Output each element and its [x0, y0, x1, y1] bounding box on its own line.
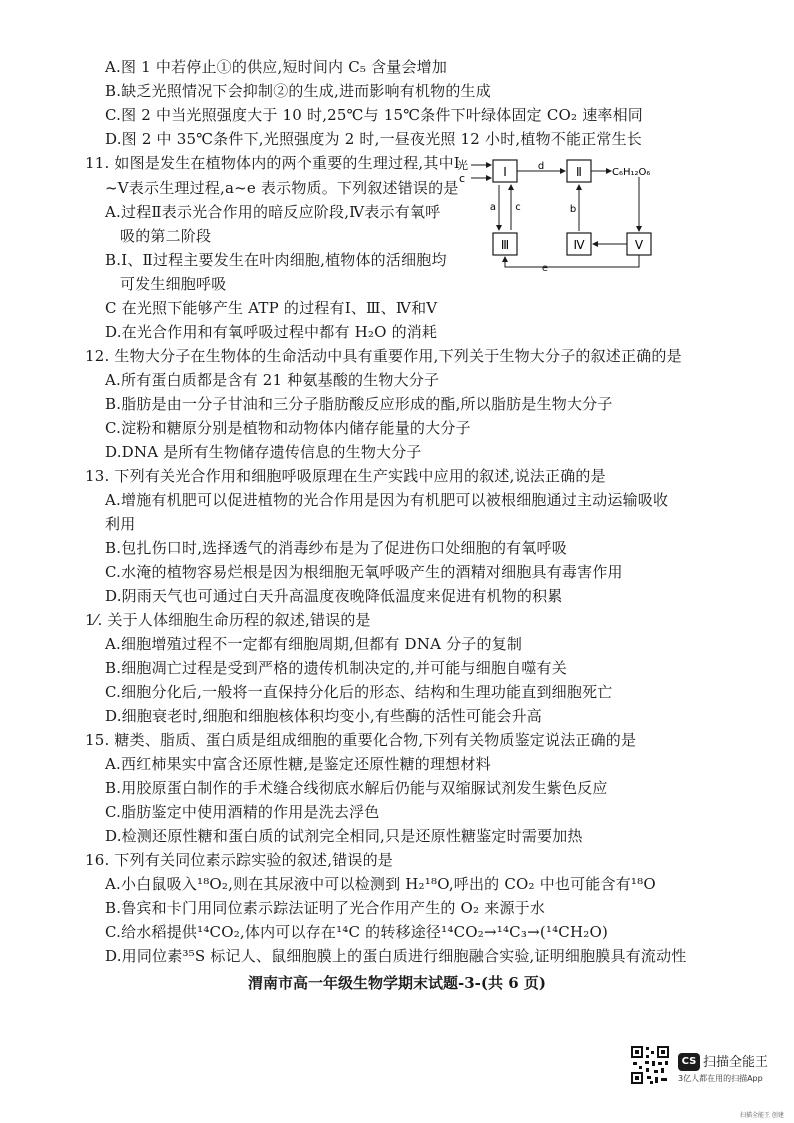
q11-stem-line1: 11. 如图是发生在植物体内的两个重要的生理过程,其中Ⅰ: [85, 154, 460, 172]
box-process-5-label: Ⅴ: [634, 238, 644, 252]
qr-code-icon: [630, 1045, 670, 1085]
q14-option-c: C.细胞分化后,一般将一直保持分化后的形态、结构和生理功能直到细胞死亡: [105, 683, 613, 701]
process-diagram: [455, 155, 670, 275]
label-a: a: [489, 202, 497, 213]
label-d: d: [537, 161, 545, 172]
q12-option-d: D.DNA 是所有生物储存遗传信息的生物大分子: [105, 443, 422, 461]
q14-option-b: B.细胞凋亡过程是受到严格的遗传机制决定的,并可能与细胞自噬有关: [105, 659, 567, 677]
box-process-4-label: Ⅳ: [573, 238, 585, 252]
q10-option-b: B.缺乏光照情况下会抑制②的生成,进而影响有机物的生成: [105, 82, 491, 100]
camscanner-logo: CS: [678, 1053, 700, 1071]
q11-option-a-line2: 吸的第二阶段: [120, 227, 212, 245]
q11-option-a-line1: A.过程Ⅱ表示光合作用的暗反应阶段,Ⅳ表示有氧呼: [105, 203, 441, 221]
q13-option-a-line2: 利用: [105, 515, 136, 533]
product-label: C₆H₁₂O₆: [612, 167, 651, 178]
q11-option-c: C 在光照下能够产生 ATP 的过程有Ⅰ、Ⅲ、Ⅳ和Ⅴ: [105, 299, 438, 317]
q12-stem: 12. 生物大分子在生物体的生命活动中具有重要作用,下列关于生物大分子的叙述正确的是: [85, 347, 682, 365]
q13-option-d: D.阴雨天气也可通过白天升高温度夜晚降低温度来促进有机物的积累: [105, 587, 563, 605]
q15-option-a: A.西红柿果实中富含还原性糖,是鉴定还原性糖的理想材料: [105, 755, 491, 773]
q12-option-a: A.所有蛋白质都是含有 21 种氨基酸的生物大分子: [105, 371, 440, 389]
q11-option-b-line2: 可发生细胞呼吸: [120, 275, 227, 293]
q14-stem: 1⁄. 关于人体细胞生命历程的叙述,错误的是: [85, 611, 371, 629]
scanner-brand-name: 扫描全能王: [703, 1055, 769, 1070]
q16-stem: 16. 下列有关同位素示踪实验的叙述,错误的是: [85, 851, 393, 869]
box-process-2-label: Ⅱ: [576, 165, 582, 179]
label-c: c: [515, 202, 521, 213]
q11-option-d: D.在光合作用和有氧呼吸过程中都有 H₂O 的消耗: [105, 323, 438, 341]
scanner-watermark: [630, 1045, 790, 1105]
label-e: e: [541, 263, 549, 274]
box-process-3-label: Ⅲ: [500, 238, 510, 252]
q12-option-b: B.脂肪是由一分子甘油和三分子脂肪酸反应形成的酯,所以脂肪是生物大分子: [105, 395, 613, 413]
q16-option-c: C.给水稻提供¹⁴CO₂,体内可以存在¹⁴C 的转移途径¹⁴CO₂→¹⁴C₃→(¹⁴CH₂O): [105, 923, 609, 941]
diagram-c-input-label: c: [459, 172, 466, 185]
q10-option-a: A.图 1 中若停止①的供应,短时间内 C₅ 含量会增加: [105, 58, 448, 76]
q14-option-d: D.细胞衰老时,细胞和细胞核体积均变小,有些酶的活性可能会升高: [105, 707, 542, 725]
label-b: b: [569, 204, 577, 215]
q10-option-c: C.图 2 中当光照强度大于 10 时,25℃与 15℃条件下叶绿体固定 CO₂ 速率相同: [105, 106, 644, 124]
box-process-1-label: Ⅰ: [503, 165, 507, 179]
q16-option-b: B.鲁宾和卡门用同位素示踪法证明了光合作用产生的 O₂ 来源于水: [105, 899, 546, 917]
q15-option-b: B.用胶原蛋白制作的手术缝合线彻底水解后仍能与双缩脲试剂发生紫色反应: [105, 779, 608, 797]
q11-stem-line2: ~Ⅴ表示生理过程,a~e 表示物质。下列叙述错误的是: [105, 179, 459, 197]
q12-option-c: C.淀粉和糖原分别是植物和动物体内储存能量的大分子: [105, 419, 471, 437]
q15-stem: 15. 糖类、脂质、蛋白质是组成细胞的重要化合物,下列有关物质鉴定说法正确的是: [85, 731, 637, 749]
q15-option-d: D.检测还原性糖和蛋白质的试剂完全相同,只是还原性糖鉴定时需要加热: [105, 827, 583, 845]
diagram-light-label: 光: [457, 159, 468, 172]
q13-option-b: B.包扎伤口时,选择透气的消毒纱布是为了促进伤口处细胞的有氧呼吸: [105, 539, 567, 557]
q11-option-b-line1: B.Ⅰ、Ⅱ过程主要发生在叶肉细胞,植物体的活细胞均: [105, 251, 447, 269]
scanner-tagline: 3亿人都在用的扫描App: [678, 1074, 763, 1083]
page-footer: 渭南市高一年级生物学期末试题-3-(共 6 页): [248, 974, 546, 992]
q13-option-a-line1: A.增施有机肥可以促进植物的光合作用是因为有机肥可以被根细胞通过主动运输吸收: [105, 491, 669, 509]
q16-option-a: A.小白鼠吸入¹⁸O₂,则在其尿液中可以检测到 H₂¹⁸O,呼出的 CO₂ 中也可能含有¹⁸O: [105, 875, 656, 893]
q16-option-d: D.用同位素³⁵S 标记人、鼠细胞膜上的蛋白质进行细胞融合实验,证明细胞膜具有流动性: [105, 947, 687, 965]
q13-option-c: C.水淹的植物容易烂根是因为根细胞无氧呼吸产生的酒精对细胞具有毒害作用: [105, 563, 623, 581]
q14-option-a: A.细胞增殖过程不一定都有细胞周期,但都有 DNA 分子的复制: [105, 635, 523, 653]
q13-stem: 13. 下列有关光合作用和细胞呼吸原理在生产实践中应用的叙述,说法正确的是: [85, 467, 606, 485]
arrow-e: [505, 255, 639, 267]
scanner-created-note: 扫描全能王 创建: [740, 1112, 784, 1119]
q10-option-d: D.图 2 中 35℃条件下,光照强度为 2 时,一昼夜光照 12 小时,植物不能正常生长: [105, 130, 642, 148]
q15-option-c: C.脂肪鉴定中使用酒精的作用是洗去浮色: [105, 803, 380, 821]
